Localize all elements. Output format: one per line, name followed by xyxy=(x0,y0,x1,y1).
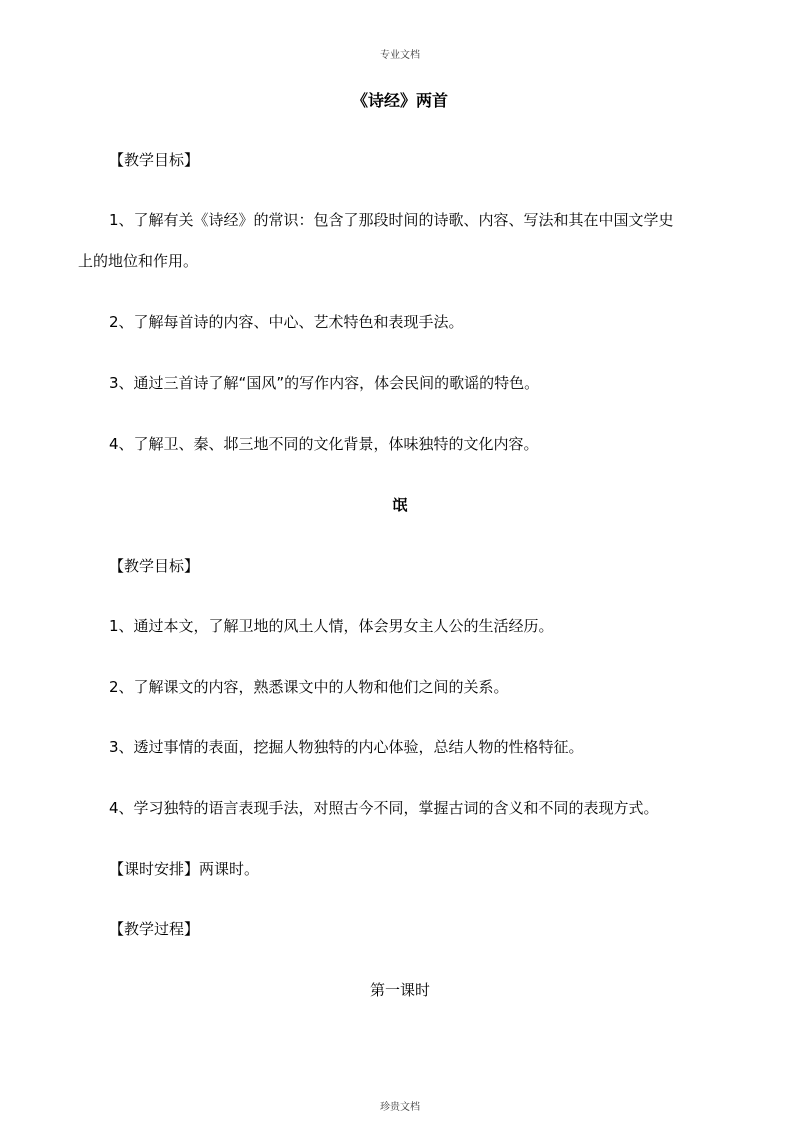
document-title: 《诗经》两首 xyxy=(351,91,448,110)
poem-subtitle: 氓 xyxy=(392,496,408,514)
schedule-line: 【课时安排】两课时。 xyxy=(109,860,260,878)
objective-item-2: 2、了解每首诗的内容、中心、艺术特色和表现手法。 xyxy=(109,313,464,331)
objective2-item-3: 3、透过事情的表面，挖掘人物独特的内心体验，总结人物的性格特征。 xyxy=(109,738,584,756)
process-heading: 【教学过程】 xyxy=(109,920,200,938)
objective2-item-4: 4、学习独特的语言表现手法，对照古今不同，掌握古词的含义和不同的表现方式。 xyxy=(109,799,659,817)
page-header: 专业文档 xyxy=(380,50,420,61)
objective-item-3: 3、通过三首诗了解“国风”的写作内容，体会民间的歌谣的特色。 xyxy=(109,374,540,392)
objective-item-1-line-2: 上的地位和作用。 xyxy=(78,252,199,270)
lesson-label: 第一课时 xyxy=(369,981,430,999)
page-footer: 珍贵文档 xyxy=(380,1102,420,1113)
objective-item-1-line-1: 1、了解有关《诗经》的常识：包含了那段时间的诗歌、内容、写法和其在中国文学史 xyxy=(109,211,674,229)
section-heading-objectives-2: 【教学目标】 xyxy=(109,557,200,575)
section-heading-objectives: 【教学目标】 xyxy=(109,151,200,169)
objective-item-4: 4、了解卫、秦、邶三地不同的文化背景，体味独特的文化内容。 xyxy=(109,435,539,453)
objective2-item-2: 2、了解课文的内容，熟悉课文中的人物和他们之间的关系。 xyxy=(109,678,509,696)
objective2-item-1: 1、通过本文，了解卫地的风土人情，体会男女主人公的生活经历。 xyxy=(109,617,554,635)
